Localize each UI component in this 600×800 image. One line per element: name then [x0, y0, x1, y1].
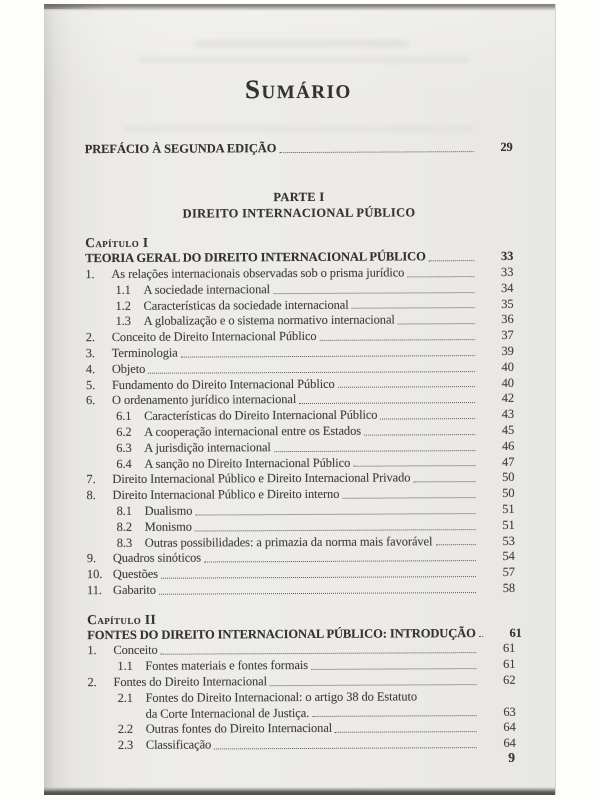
toc-entry-label: Classificação [145, 737, 212, 752]
toc-entry-label: Fontes do Direito Internacional: o artigo 38 do Estatuto [145, 689, 418, 705]
toc-entry-label: Questões [112, 566, 158, 582]
toc-entry-page: 51 [502, 501, 515, 516]
chapter-title-row [87, 625, 522, 643]
toc-entry-number: 6.2 [116, 424, 132, 439]
toc-entry-label: Fundamento do Direito Internacional Público [111, 376, 335, 392]
toc-entry-number: 1.2 [115, 298, 131, 313]
toc-entry-label: A cooperação internacional entre os Estados [144, 423, 361, 439]
toc-entry-number: 2.2 [117, 722, 134, 737]
dot-leader [181, 355, 475, 358]
dot-leader [161, 576, 476, 579]
dot-leader [479, 636, 483, 637]
toc-entry-label: Fontes materiais e fontes formais [145, 658, 309, 673]
toc-entry-label: Terminologia [111, 345, 178, 360]
toc-entry-number: 7. [86, 472, 96, 487]
toc-entry-page: 54 [502, 549, 515, 564]
toc-entry-number: 2.3 [117, 737, 134, 753]
toc-entry-number: 2. [85, 330, 95, 345]
toc-entry-page: 39 [501, 343, 514, 358]
toc-entry-page: 50 [502, 486, 515, 501]
chapter-label: Capítulo II [87, 611, 157, 627]
chapters [85, 233, 522, 754]
toc-entry-number: 6. [85, 393, 96, 408]
toc-entry-label: Características da sociedade internacional [143, 297, 349, 313]
dot-leader [204, 560, 476, 562]
toc-entry-label: da Corte Internacional de Justiça. [145, 705, 310, 721]
chapter-section [87, 610, 522, 754]
toc-entry-page: 63 [503, 704, 516, 719]
dot-leader [299, 402, 475, 404]
toc-entry-label: Conceito [113, 643, 158, 658]
part-kicker: PARTE I [273, 189, 325, 204]
dot-leader [161, 652, 477, 655]
toc-entry-number: 5. [85, 377, 96, 392]
toc-entry-number: 8.3 [116, 535, 133, 550]
dot-leader [435, 544, 475, 545]
toc-entry-page: 36 [501, 312, 514, 327]
toc-entry-page: 62 [503, 672, 516, 687]
toc-entry-page: 43 [501, 407, 515, 422]
toc-entry-prefacio [85, 140, 513, 158]
toc-entry-number: 4. [85, 361, 96, 376]
toc-entry-number: 8. [86, 488, 96, 503]
toc-entry-number: 1. [87, 643, 97, 658]
toc-entry-label: Outras possibilidades: a primazia da norma mais favorável [144, 533, 433, 550]
toc-entry-label: Objeto [111, 361, 146, 376]
dot-leader [407, 276, 474, 277]
toc-entry-page: 34 [501, 280, 514, 295]
dot-leader [274, 450, 475, 452]
toc-entry-label: Fontes do Direito Internacional [113, 674, 267, 689]
toc-entry-label: As relações internacionais observadas sob o prisma jurídico [111, 265, 405, 281]
dot-leader [352, 307, 475, 309]
toc-entry-label: Monismo [144, 519, 192, 534]
toc-entry-page: 45 [501, 422, 515, 437]
dot-leader [273, 292, 474, 294]
toc-entry [88, 736, 516, 754]
dot-leader [195, 529, 476, 531]
page-top-edge [44, 4, 555, 11]
dot-leader [364, 434, 475, 436]
dot-leader [342, 497, 475, 499]
toc-entry-page: 50 [502, 470, 515, 485]
toc-entry-number: 6.1 [116, 409, 132, 424]
toc-entry-label: O ordenamento jurídico internacional [111, 392, 297, 408]
toc-entry-number: 1.3 [115, 314, 131, 329]
toc-entry-page: 58 [502, 580, 516, 595]
toc-entry-number: 11. [86, 582, 102, 598]
toc-entry-page: 35 [501, 296, 514, 311]
dot-leader [195, 513, 475, 515]
dot-leader [279, 151, 473, 153]
dot-leader [270, 684, 477, 686]
part-title: DIREITO INTERNACIONAL PÚBLICO [182, 204, 416, 221]
dot-leader [353, 465, 475, 467]
prefacio-page: 29 [500, 139, 513, 154]
dot-leader [429, 260, 475, 261]
toc-entry-number: 3. [85, 346, 95, 361]
toc-entry-page: 61 [502, 641, 516, 656]
dot-leader [312, 715, 476, 717]
toc-entry-page: 53 [502, 533, 515, 548]
toc-entry-label: A sociedade internacional [143, 281, 271, 297]
toc-entry-label: Gabarito [112, 582, 156, 597]
toc-content [42, 3, 557, 797]
toc-entry-page: 64 [503, 735, 516, 751]
toc-entry-page: 40 [501, 375, 514, 390]
toc-entry-number: 8.1 [116, 503, 132, 518]
toc-entry-page: 46 [501, 438, 515, 453]
dot-leader [148, 371, 475, 374]
chapter-title: TEORIA GERAL DO DIREITO INTERNACIONAL PÚBLICO [85, 249, 426, 266]
toc-entry [87, 581, 515, 599]
toc-entry-label: Características do Direito Internacional Público [144, 407, 378, 423]
dot-leader [338, 386, 475, 388]
toc-entry-label: Direito Internacional Público e Direito Internacional Privado [112, 470, 411, 487]
toc-entry-number: 9. [86, 551, 97, 566]
toc-entry-label: Quadros sinóticos [112, 550, 202, 566]
page-bottom-edge [44, 787, 555, 795]
part-heading [85, 189, 513, 223]
chapter-title-page: 61 [509, 625, 522, 640]
toc-entry-label: A jurisdição internacional [144, 439, 271, 455]
toc-entry-number: 2.1 [117, 690, 133, 705]
dot-leader [413, 481, 475, 482]
dot-leader [320, 339, 475, 341]
dot-leader [398, 323, 475, 324]
dot-leader [214, 747, 477, 749]
chapter-section [85, 233, 515, 599]
toc-entry-number: 1.1 [115, 282, 131, 297]
dot-leader [311, 668, 476, 670]
toc-entry-page: 57 [502, 564, 515, 580]
toc-entry-label: A sanção no Direito Internacional Público [144, 455, 351, 471]
toc-entry-page: 42 [501, 391, 515, 406]
book-page [44, 4, 555, 795]
toc-entry-page: 61 [503, 656, 516, 672]
toc-entry-page: 33 [500, 264, 514, 279]
toc-entry-number: 6.3 [116, 440, 132, 455]
chapter-title-page: 33 [500, 249, 514, 264]
toc-entry-page: 64 [503, 720, 516, 735]
toc-entry-label: Conceito de Direito Internacional Público [111, 329, 317, 345]
dot-leader [159, 592, 476, 595]
toc-entry-number: 1. [85, 267, 95, 282]
toc-entry-number: 2. [87, 674, 97, 690]
toc-entry-page: 51 [502, 517, 515, 532]
toc-entry-number: 1.1 [117, 658, 133, 674]
toc-entry-number: 6.4 [116, 456, 132, 471]
chapter-title: FONTES DO DIREITO INTERNACIONAL PÚBLICO: INTRODUÇÃO [87, 625, 476, 642]
dot-leader [335, 731, 477, 733]
toc-entry-label: Direito Internacional Público e Direito interno [112, 486, 340, 503]
chapter-label: Capítulo I [85, 235, 149, 251]
toc-entry-page: 47 [501, 454, 515, 469]
toc-entry-page: 37 [501, 328, 514, 343]
toc-entry-page: 40 [501, 359, 514, 374]
dot-leader [380, 418, 475, 419]
toc-entry-number: 8.2 [116, 519, 133, 534]
toc-entry-label: Dualismo [144, 503, 193, 518]
page-title: Sumário [244, 73, 352, 105]
toc-entry-label: Outras fontes do Direito Internacional [145, 721, 333, 737]
toc-entry-label: A globalização e o sistema normativo internacional [143, 312, 395, 329]
prefacio-label: PREFÁCIO À SEGUNDA EDIÇÃO [84, 141, 277, 157]
folio-page-number: 9 [508, 750, 515, 765]
toc-entry-number: 10. [86, 567, 103, 582]
